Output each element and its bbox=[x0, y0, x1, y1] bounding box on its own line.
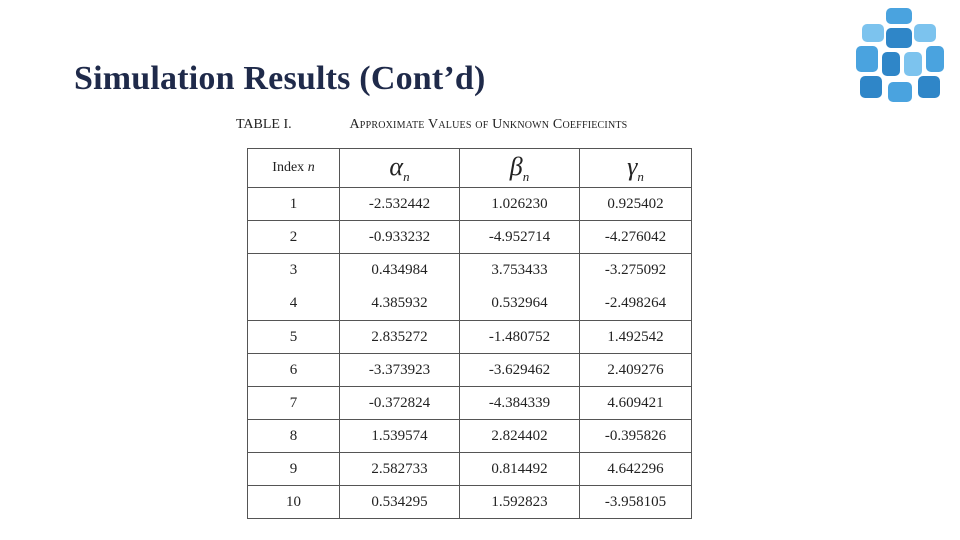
alpha-cell: -2.532442 bbox=[340, 188, 460, 221]
gamma-value: -2.498264 bbox=[604, 295, 667, 311]
beta-cell: 0.814492 bbox=[460, 453, 580, 486]
table-row bbox=[248, 221, 692, 254]
index-column-header bbox=[248, 149, 340, 188]
alpha-value: 4.385932 bbox=[371, 295, 428, 311]
gamma-symbol: γ bbox=[627, 151, 638, 181]
table-caption-label: TABLE I. bbox=[236, 117, 292, 132]
beta-cell: 1.592823 bbox=[460, 486, 580, 519]
alpha-cell: -0.372824 bbox=[340, 387, 460, 420]
alpha-cell: 0.534295 bbox=[340, 486, 460, 519]
index-cell: 9 bbox=[248, 453, 340, 486]
gamma-cell: -4.276042 bbox=[580, 221, 692, 254]
index-cell: 8 bbox=[248, 420, 340, 453]
table-row bbox=[248, 321, 692, 354]
gamma-cell: -0.395826 bbox=[580, 420, 692, 453]
beta-cell: -4.384339 bbox=[460, 387, 580, 420]
alpha-cell: 1.539574 bbox=[340, 420, 460, 453]
index-cell: 5 bbox=[248, 321, 340, 354]
table-caption-text: Approximate Values of Unknown Coeffiecints bbox=[349, 117, 628, 132]
gamma-cell: 4.642296 bbox=[580, 453, 692, 486]
gamma-cell: 2.409276 bbox=[580, 354, 692, 387]
coefficients-table bbox=[247, 148, 692, 519]
alpha-cell: 2.835272 bbox=[340, 321, 460, 354]
alpha-column-header bbox=[340, 149, 460, 188]
alpha-cell: -0.933232 bbox=[340, 221, 460, 254]
beta-cell: -3.629462 bbox=[460, 354, 580, 387]
gamma-cell: 0.925402 bbox=[580, 188, 692, 221]
index-cell: 7 bbox=[248, 387, 340, 420]
table-row bbox=[248, 420, 692, 453]
alpha-cell: 2.582733 bbox=[340, 453, 460, 486]
table-row bbox=[248, 453, 692, 486]
table-header-row bbox=[248, 149, 692, 188]
cube-blocks-logo bbox=[852, 6, 948, 106]
index-cell: 1 bbox=[248, 188, 340, 221]
beta-symbol: β bbox=[509, 151, 523, 181]
gamma-column-header bbox=[580, 149, 692, 188]
table-row bbox=[248, 387, 692, 420]
alpha-symbol: α bbox=[389, 151, 404, 181]
beta-column-header bbox=[460, 149, 580, 188]
alpha-subscript: n bbox=[403, 168, 410, 184]
index-cell bbox=[248, 254, 340, 321]
gamma-cell bbox=[580, 254, 692, 321]
beta-value: 3.753433 bbox=[491, 262, 548, 278]
gamma-cell: -3.958105 bbox=[580, 486, 692, 519]
beta-cell: -1.480752 bbox=[460, 321, 580, 354]
index-cell: 6 bbox=[248, 354, 340, 387]
slide-title: Simulation Results (Cont’d) bbox=[74, 60, 486, 97]
alpha-value: 0.434984 bbox=[371, 262, 428, 278]
index-value: 3 bbox=[289, 262, 298, 278]
beta-cell: -4.952714 bbox=[460, 221, 580, 254]
beta-cell bbox=[460, 254, 580, 321]
gamma-subscript: n bbox=[637, 168, 644, 184]
index-header-symbol: n bbox=[307, 160, 315, 175]
beta-value: 0.532964 bbox=[491, 295, 548, 311]
beta-cell: 2.824402 bbox=[460, 420, 580, 453]
beta-cell: 1.026230 bbox=[460, 188, 580, 221]
alpha-cell bbox=[340, 254, 460, 321]
table-row bbox=[248, 354, 692, 387]
gamma-cell: 4.609421 bbox=[580, 387, 692, 420]
table-row bbox=[248, 254, 692, 321]
index-header-label: Index bbox=[272, 160, 305, 175]
index-cell: 2 bbox=[248, 221, 340, 254]
gamma-value: -3.275092 bbox=[604, 262, 667, 278]
table-caption bbox=[236, 117, 716, 133]
gamma-cell: 1.492542 bbox=[580, 321, 692, 354]
table-row bbox=[248, 486, 692, 519]
table-row bbox=[248, 188, 692, 221]
index-cell: 10 bbox=[248, 486, 340, 519]
alpha-cell: -3.373923 bbox=[340, 354, 460, 387]
index-value: 4 bbox=[289, 295, 298, 311]
beta-subscript: n bbox=[522, 168, 530, 184]
